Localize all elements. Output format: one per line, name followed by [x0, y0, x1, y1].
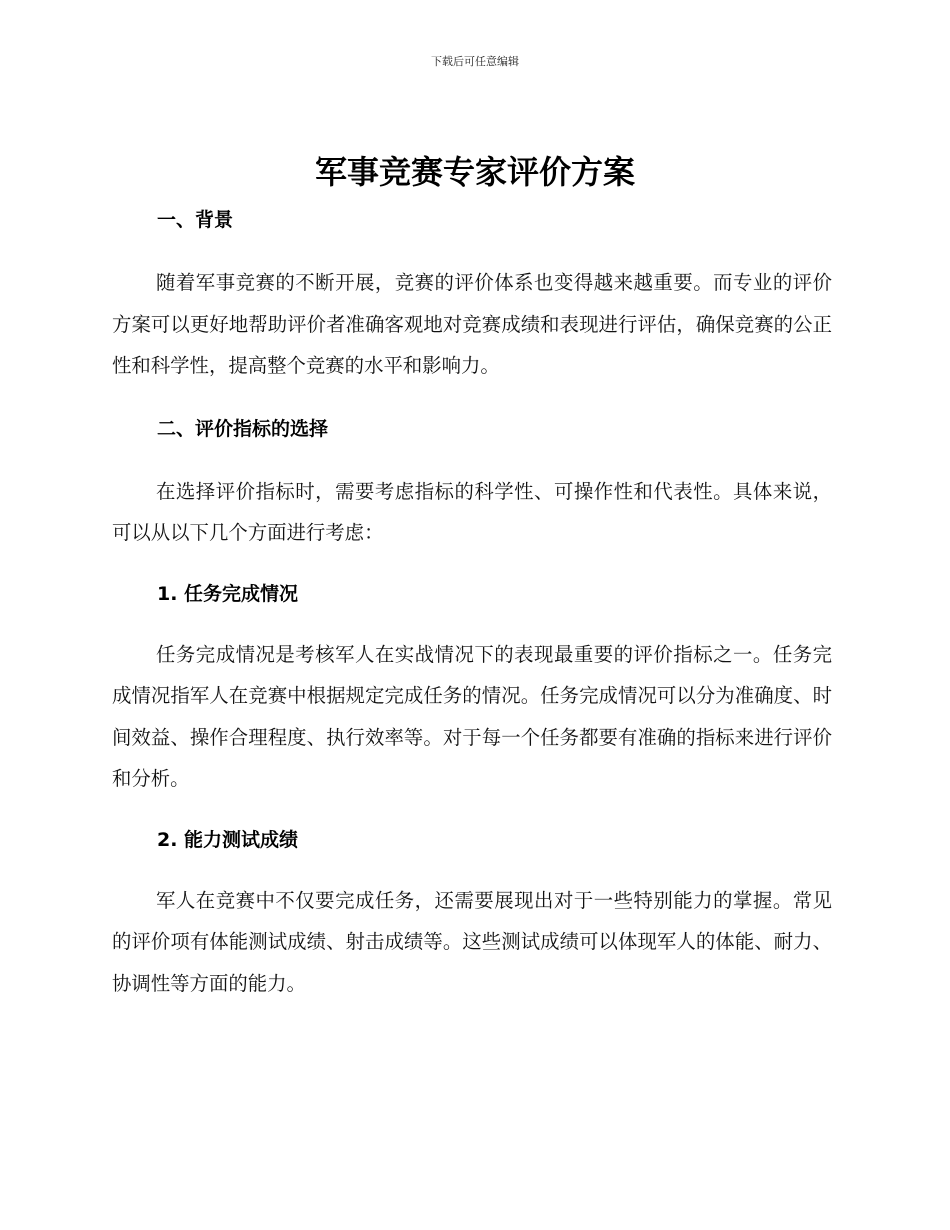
header-note: 下载后可任意编辑: [431, 55, 519, 68]
subsection-paragraph-ability-test: 军人在竞赛中不仅要完成任务，还需要展现出对于一些特别能力的掌握。常见的评价项有体能测试成绩、射击成绩等。这些测试成绩可以体现军人的体能、耐力、协调性等方面的能力。: [112, 888, 832, 995]
document-body: [112, 205, 832, 1004]
section-heading-indicator-selection: 二、评价指标的选择: [157, 417, 329, 440]
section-paragraph-background: 随着军事竞赛的不断开展，竞赛的评价体系也变得越来越重要。而专业的评价方案可以更好地帮助评价者准确客观地对竞赛成绩和表现进行评估，确保竞赛的公正性和科学性，提高整个竞赛的水平和影响力。: [112, 271, 832, 377]
subsection-heading-task-completion: 1. 任务完成情况: [157, 582, 299, 605]
document-title: 军事竞赛专家评价方案: [314, 153, 635, 191]
subsection-heading-ability-test: 2. 能力测试成绩: [157, 828, 299, 851]
section-paragraph-indicator-selection: 在选择评价指标时，需要考虑指标的科学性、可操作性和代表性。具体来说，可以从以下几个方面进行考虑：: [112, 479, 832, 544]
section-heading-background: 一、背景: [157, 209, 234, 231]
subsection-paragraph-task-completion: 任务完成情况是考核军人在实战情况下的表现最重要的评价指标之一。任务完成情况指军人在竞赛中根据规定完成任务的情况。任务完成情况可以分为准确度、时间效益、操作合理程度、执行效率等。对于每一个任务都要有准确的指标来进行评价和分析。: [112, 642, 832, 790]
